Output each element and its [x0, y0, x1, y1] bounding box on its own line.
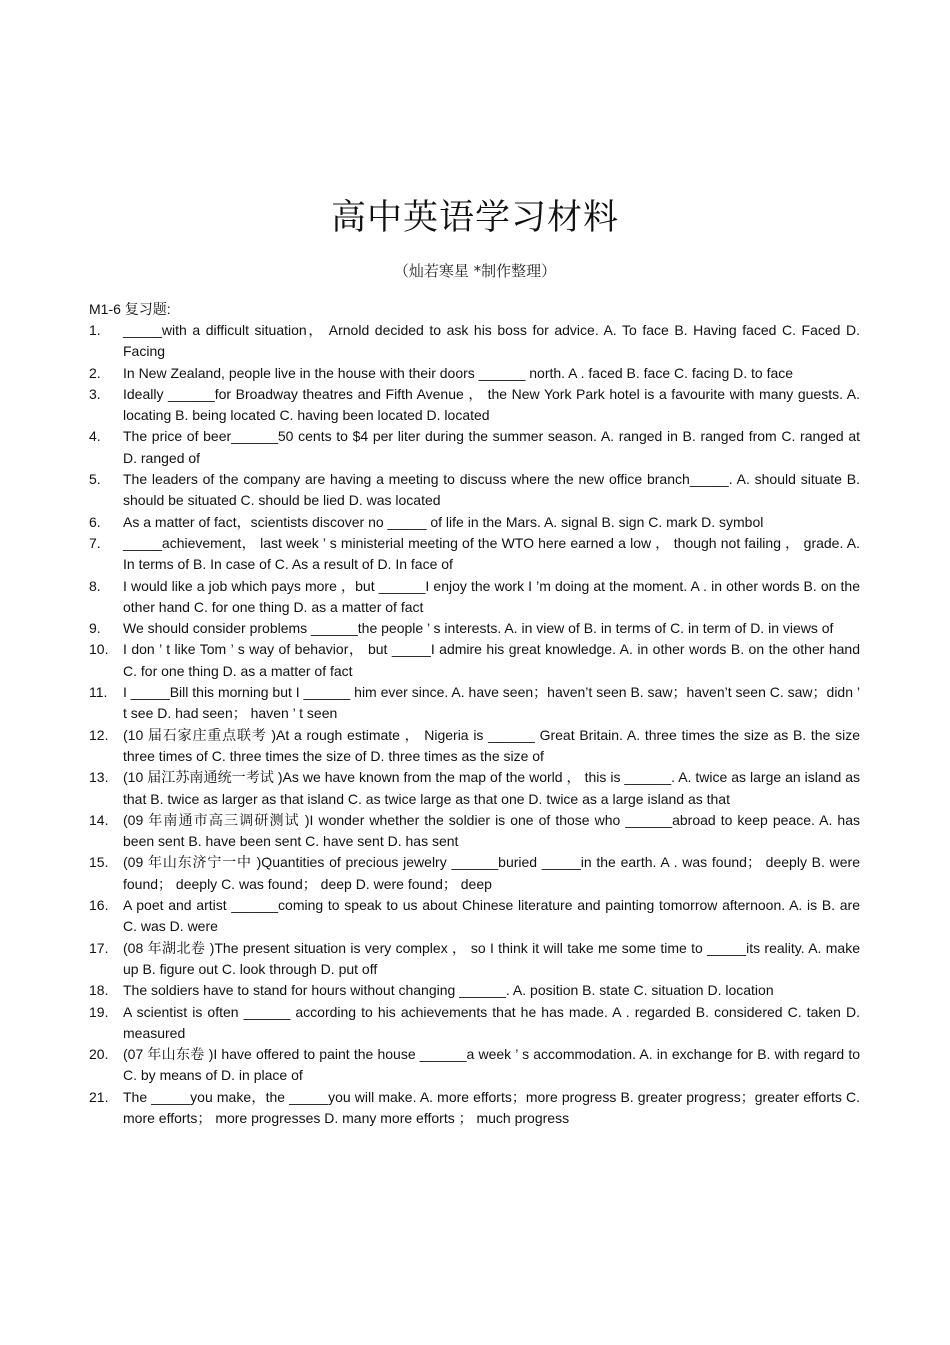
section-label: M1-6 复习题: — [89, 301, 171, 317]
question-item — [89, 810, 860, 853]
question-number: 10. — [89, 641, 109, 658]
question-number: 2. — [89, 364, 101, 381]
question-item — [89, 426, 860, 469]
question-item — [89, 852, 860, 895]
question-number: 14. — [89, 811, 109, 828]
question-item — [89, 384, 860, 427]
question-text: (10 届江苏南通统一考试 )As we have known from the map of the world ， this is ______. A. twice as large an island as that B. twice as larger as that island C. as twice large as that one D. twice as a large island as that — [123, 769, 860, 807]
question-number: 9. — [89, 620, 101, 637]
question-number: 17. — [89, 939, 109, 956]
question-number: 5. — [89, 471, 101, 488]
question-number: 4. — [89, 428, 101, 445]
question-item — [89, 533, 860, 576]
question-text: In New Zealand, people live in the house with their doors ______ north. A . faced B. face C. facing D. to face — [123, 364, 794, 381]
question-text: _____achievement， last week ’ s ministerial meeting of the WTO here earned a low ， though not failing ， grade. A. In terms of B. In case of C. As a result of D. In face of — [123, 534, 860, 573]
question-number: 1. — [89, 322, 101, 338]
question-item — [89, 576, 860, 619]
question-text: Ideally ______for Broadway theatres and Fifth Avenue ， the New York Park hotel is a favourite with many guests. A. locating B. being located C. having been located D. located — [123, 385, 860, 424]
question-text: The soldiers have to stand for hours without changing ______. A. position B. state C. situation D. location — [123, 982, 774, 999]
question-text: I don ’ t like Tom ’ s way of behavior， but _____I admire his great knowledge. A. in other words B. on the other hand C. for one thing D. as a matter of fact — [123, 641, 860, 679]
question-text: A scientist is often ______ according to his achievements that he has made. A . regarded B. considered C. taken D. measured — [123, 1003, 860, 1041]
question-number: 7. — [89, 534, 101, 551]
question-number: 6. — [89, 513, 101, 530]
question-item — [89, 512, 860, 533]
question-item — [89, 682, 860, 725]
question-text: The leaders of the company are having a meeting to discuss where the new office branch_____. A. should situate B. should be situated C. should be lied D. was located — [123, 471, 860, 509]
question-text: As a matter of fact，scientists discover no _____ of life in the Mars. A. signal B. sign C. mark D. symbol — [123, 513, 764, 530]
question-number: 13. — [89, 769, 109, 786]
question-item — [89, 767, 860, 810]
question-item — [89, 1087, 860, 1130]
question-item — [89, 320, 860, 363]
question-text: (09 年山东济宁一中 )Quantities of precious jewelry ______buried _____in the earth. A . was found； deeply B. were found； deeply C. was found； deep D. were found； deep — [123, 854, 860, 892]
question-text: (09 年南通市高三调研测试 )I wonder whether the soldier is one of those who ______abroad to keep peace. A. has been sent B. have been sent C. have sent D. has sent — [123, 811, 860, 850]
question-text: (10 届石家庄重点联考 )At a rough estimate ， Nigeria is ______ Great Britain. A. three times the size as B. the size three times of C. three times the size of D. three times as the size of — [123, 726, 860, 764]
question-number: 21. — [89, 1088, 109, 1105]
question-text: I _____Bill this morning but I ______ him ever since. A. have seen；haven’t seen B. saw；haven’t seen C. saw；didn ’ t see D. had seen； haven ’ t seen — [123, 684, 860, 722]
question-text: (08 年湖北卷 )The present situation is very complex ， so I think it will take me some time to _____its reality. A. make up B. figure out C. look through D. put off — [123, 939, 860, 977]
question-item — [89, 1002, 860, 1045]
question-item — [89, 639, 860, 682]
question-text: I would like a job which pays more ，but ______I enjoy the work I ’m doing at the moment. A . in other words B. on the other hand C. for one thing D. as a matter of fact — [123, 577, 860, 615]
question-item — [89, 469, 860, 512]
document-title: 高中英语学习材料 — [330, 198, 619, 238]
question-text: We should consider problems ______the people ’ s interests. A. in view of B. in terms of C. in term of D. in views of — [123, 620, 834, 637]
question-text: (07 年山东卷 )I have offered to paint the house ______a week ’ s accommodation. A. in exchange for B. with regard to C. by means of D. in place of — [123, 1046, 860, 1084]
question-list — [89, 320, 860, 1129]
question-number: 15. — [89, 854, 109, 871]
question-item — [89, 725, 860, 768]
question-number: 12. — [89, 726, 109, 743]
question-item — [89, 1044, 860, 1087]
question-number: 19. — [89, 1003, 109, 1020]
question-text: The _____you make，the _____you will make. A. more efforts；more progress B. greater progress；greater efforts C. more efforts； more progresses D. many more efforts ； much progress — [123, 1088, 860, 1126]
question-number: 16. — [89, 897, 109, 914]
document-subtitle: （灿若寒星 *制作整理） — [393, 262, 557, 280]
question-text: _____with a difficult situation， Arnold decided to ask his boss for advice. A. To face B. Having faced C. Faced D. Facing — [123, 322, 860, 360]
question-item — [89, 938, 860, 981]
question-item — [89, 980, 860, 1001]
question-number: 20. — [89, 1046, 109, 1063]
question-number: 11. — [89, 684, 108, 701]
question-item — [89, 895, 860, 938]
question-text: The price of beer______50 cents to $4 per liter during the summer season. A. ranged in B. ranged from C. ranged at D. ranged of — [123, 428, 860, 466]
question-item — [89, 363, 860, 384]
question-number: 8. — [89, 577, 101, 594]
question-number: 3. — [89, 385, 101, 402]
question-item — [89, 618, 860, 639]
question-text: A poet and artist ______coming to speak to us about Chinese literature and painting tomorrow afternoon. A. is B. are C. was D. were — [123, 897, 860, 935]
question-number: 18. — [89, 982, 109, 999]
